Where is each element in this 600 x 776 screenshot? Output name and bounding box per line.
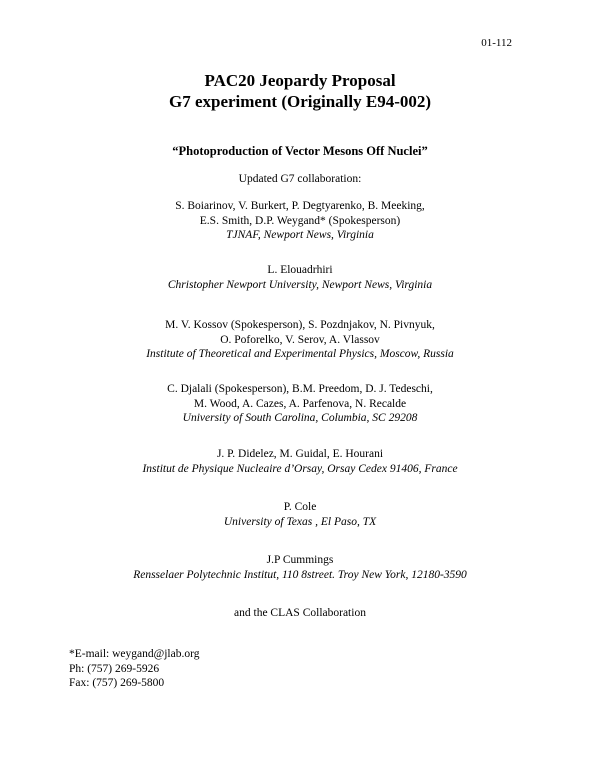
institution: Rensselaer Polytechnic Institut, 110 8street. Troy New York, 12180-3590 <box>133 568 467 581</box>
contact-email: *E-mail: weygand@jlab.org <box>69 648 200 660</box>
contact-phone: Ph: (757) 269-5926 <box>69 662 160 675</box>
title <box>0 70 600 112</box>
institution: Institute of Theoretical and Experimental Physics, Moscow, Russia <box>146 348 454 360</box>
author-names-line: J. P. Didelez, M. Guidal, E. Hourani <box>216 448 384 460</box>
author-group-cnu <box>0 263 600 292</box>
author-names-line: O. Poforelko, V. Serov, A. Vlassov <box>220 333 380 346</box>
institution: University of Texas , El Paso, TX <box>223 515 377 528</box>
contact-fax: Fax: (757) 269-5800 <box>69 677 165 689</box>
author-names-line: J.P Cummings <box>266 554 334 566</box>
author-names-line: M. V. Kossov (Spokesperson), S. Pozdnjakov, N. Pivnyuk, <box>165 319 435 331</box>
collaboration-heading: Updated G7 collaboration: <box>238 173 362 185</box>
author-names-line: L. Elouadrhiri <box>267 264 333 276</box>
institution: Institut de Physique Nucleaire d’Orsay, Orsay Cedex 91406, France <box>142 462 458 475</box>
clas-collaboration: and the CLAS Collaboration <box>234 607 366 619</box>
author-group-itep <box>0 318 600 362</box>
author-group-tjnaf <box>0 199 600 243</box>
author-group-usc <box>0 382 600 426</box>
title-line-2: G7 experiment (Originally E94-002) <box>168 92 432 111</box>
author-group-utep <box>0 500 600 529</box>
institution: Christopher Newport University, Newport News, Virginia <box>167 278 433 291</box>
contact-block <box>69 647 199 691</box>
institution: University of South Carolina, Columbia, SC 29208 <box>182 412 418 424</box>
author-names-line: S. Boiarinov, V. Burkert, P. Degtyarenko, B. Meeking, <box>175 200 425 212</box>
institution: TJNAF, Newport News, Virginia <box>226 229 374 241</box>
author-group-orsay <box>0 447 600 476</box>
document-number: 01-112 <box>481 37 512 49</box>
author-names-line: M. Wood, A. Cazes, A. Parfenova, N. Recalde <box>193 397 407 410</box>
author-names-line: P. Cole <box>283 501 317 513</box>
proposal-subtitle: “Photoproduction of Vector Mesons Off Nuclei” <box>172 144 428 158</box>
title-line-1: PAC20 Jeopardy Proposal <box>204 71 396 90</box>
author-group-rpi <box>0 553 600 582</box>
author-names-line: E.S. Smith, D.P. Weygand* (Spokesperson) <box>199 214 401 227</box>
author-names-line: C. Djalali (Spokesperson), B.M. Preedom, D. J. Tedeschi, <box>167 383 433 395</box>
